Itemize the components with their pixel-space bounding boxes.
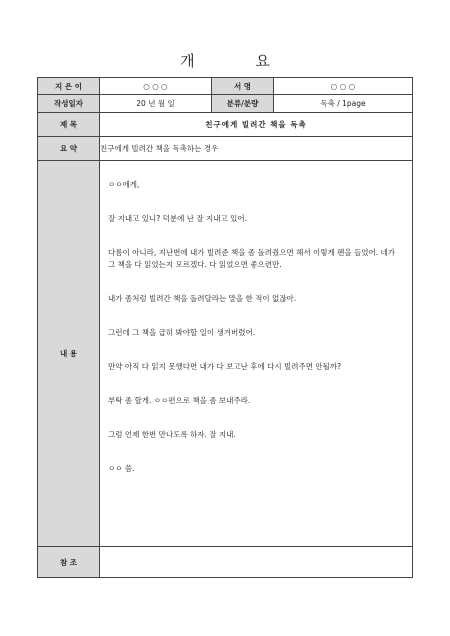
content-body: [100, 161, 413, 547]
reference-label: 참 조: [38, 547, 100, 578]
author-label: 지 은 이: [38, 78, 100, 95]
author-value: ○ ○ ○: [100, 78, 212, 95]
content-paragraph: 잘 지내고 있니? 덕분에 난 잘 지내고 있어.: [108, 214, 247, 223]
date-value: 20 년 월 일: [100, 95, 212, 113]
subject-label: 제 목: [38, 113, 100, 137]
content-paragraph: ㅇㅇ 씀.: [108, 464, 135, 473]
summary-form-table: [37, 77, 413, 578]
content-paragraph: 다름이 아니라, 지난번에 내가 빌려준 책을 좀 돌려줬으면 해서 이렇게 펜을 들었어. 네가 그 책을 다 읽었는지 모르겠다. 다 읽었으면 좋으련만.: [108, 248, 395, 269]
summary-label: 요 약: [38, 137, 100, 161]
signature-value: ○ ○ ○: [274, 78, 413, 95]
reference-value: [100, 547, 413, 578]
category-value: 독축 / 1page: [274, 95, 413, 113]
date-label: 작성일자: [38, 95, 100, 113]
signature-label: 서 명: [212, 78, 274, 95]
content-paragraph: 그럼 언제 한번 만나도록 하자. 잘 지내.: [108, 430, 236, 439]
content-paragraph: 만약 아직 다 읽지 못했다면 내가 다 보고난 후에 다시 빌려주면 안될까?: [108, 362, 342, 371]
content-paragraph: 내가 좀처럼 빌려간 책을 돌려달라는 말을 한 적이 없잖아.: [108, 294, 297, 303]
content-paragraph: ㅇㅇ에게,: [108, 180, 140, 189]
content-paragraph: 부탁 좀 할게. ㅇㅇ편으로 책을 좀 보내주라.: [108, 396, 251, 405]
category-label: 분류/분량: [212, 95, 274, 113]
subject-value: 친구에게 빌려간 책을 독촉: [100, 113, 413, 137]
content-label: 내 용: [38, 161, 100, 547]
summary-value: 친구에게 빌려간 책을 독촉하는 경우: [100, 137, 413, 161]
content-paragraph: 그런데 그 책을 급히 봐야할 일이 생겨버렸어.: [108, 328, 256, 337]
document-title: 개 요: [180, 52, 298, 70]
